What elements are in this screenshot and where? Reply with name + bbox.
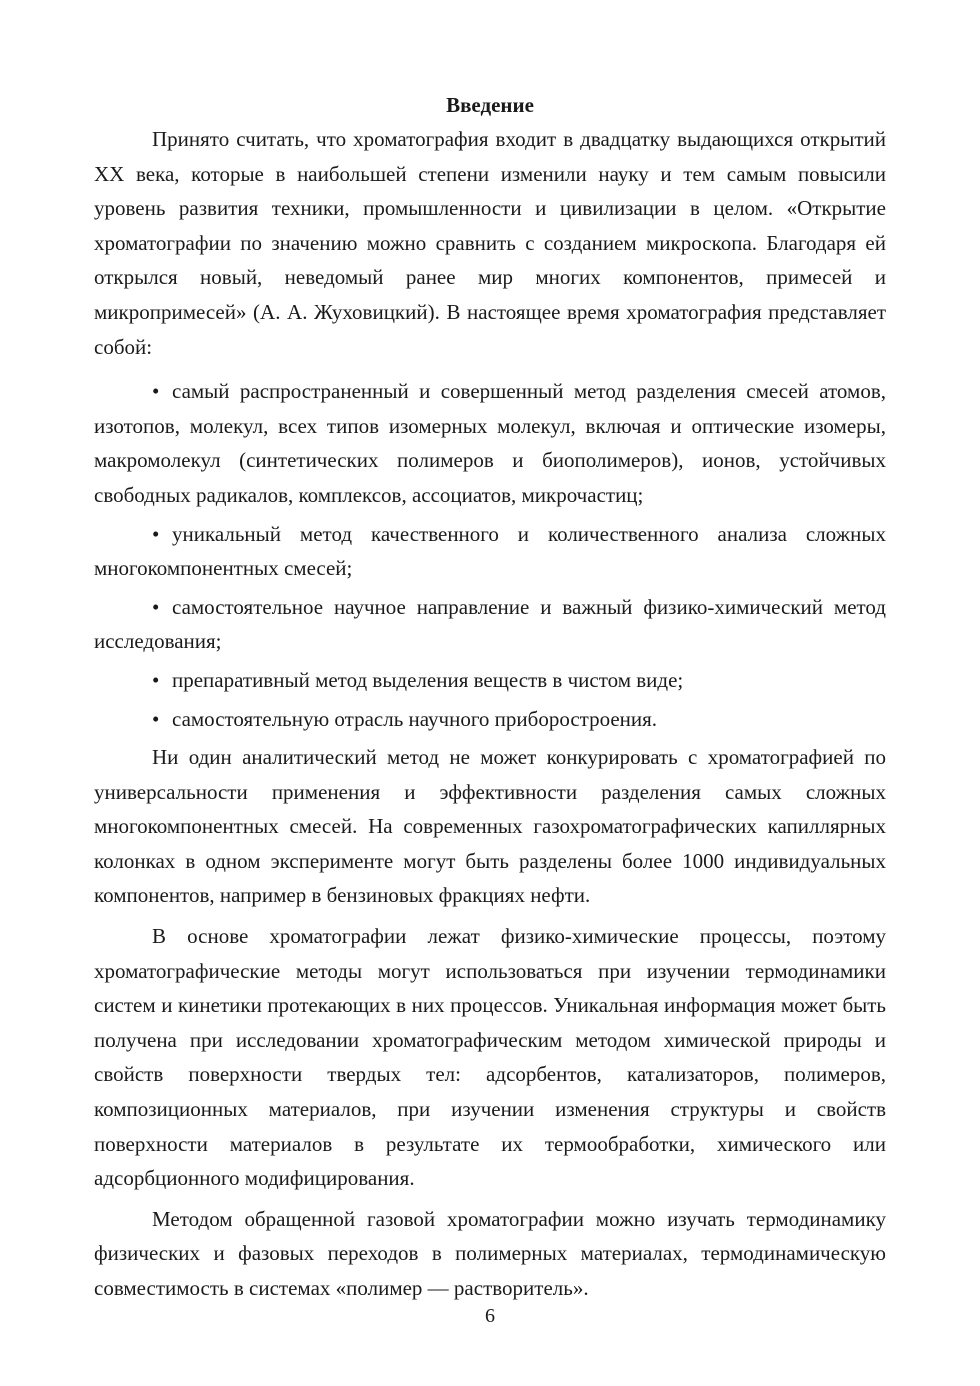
intro-paragraph: Принято считать, что хроматография входит в двадцатку выдающихся открытий XX века, которые в наибольшей степени изменили науку и тем самым повысили уровень развития техники, промышленности и цивилизации в целом. «Открытие хроматографии по значению можно сравнить с созданием микроскопа. Благодаря ей открылся новый, неведомый ранее мир многих компонентов, примесей и микропримесей» (А. А. Жуховицкий). В настоящее время хроматография представляет собой: xyxy=(94,127,886,359)
bullet-marker: • xyxy=(152,667,160,692)
body-paragraph: Методом обращенной газовой хроматографии можно изучать термодинамику физических и фазовых переходов в полимерных материалах, термодинамическую совместимость в системах «полимер — растворитель». xyxy=(94,1206,886,1300)
bullet-item xyxy=(94,517,886,586)
body-paragraph: Ни один аналитический метод не может конкурировать с хроматографией по универсальности применения и эффективности разделения самых сложных многокомпонентных смесей. На современных газохроматографических капиллярных колонках в одном эксперименте могут быть разделены более 1000 индивидуальных компонентов, например в бензиновых фракциях нефти. xyxy=(94,745,886,908)
bullet-item xyxy=(94,374,886,512)
bullet-item xyxy=(94,663,886,698)
bullet-item xyxy=(94,702,886,737)
bullet-marker: • xyxy=(152,594,160,619)
bullet-item xyxy=(94,590,886,659)
bullet-marker: • xyxy=(152,379,160,404)
body-paragraph: В основе хроматографии лежат физико-химические процессы, поэтому хроматографические методы могут использоваться при изучении термодинамики систем и кинетики протекающих в них процессов. Уникальная информация может быть получена при исследовании хроматографическим методом химической природы и свойств поверхности твердых тел: адсорбентов, катализаторов, полимеров, композиционных материалов, при изучении изменения структуры и свойств поверхности материалов в результате их термообработки, химического или адсорбционного модифицирования. xyxy=(94,924,886,1191)
bullet-text: самый распространенный и совершенный метод разделения смесей атомов, изотопов, молекул, всех типов изомерных молекул, включая и оптические изомеры, макромолекул (синтетических полимеров и биополимеров), ионов, устойчивых свободных радикалов, комплексов, ассоциатов, микрочастиц; xyxy=(94,379,886,507)
document-page xyxy=(94,88,886,1306)
bullet-text: препаративный метод выделения веществ в чистом виде; xyxy=(172,667,684,692)
section-title: Введение xyxy=(446,93,534,117)
bullet-marker: • xyxy=(152,706,160,731)
bullet-list xyxy=(94,374,886,736)
bullet-text: самостоятельную отрасль научного приборостроения. xyxy=(172,706,658,731)
bullet-text: самостоятельное научное направление и важный физико-химический метод исследования; xyxy=(94,594,886,654)
page-number: 6 xyxy=(485,1305,495,1327)
bullet-marker: • xyxy=(152,521,160,546)
bullet-text: уникальный метод качественного и количественного анализа сложных многокомпонентных смесей; xyxy=(94,521,886,581)
